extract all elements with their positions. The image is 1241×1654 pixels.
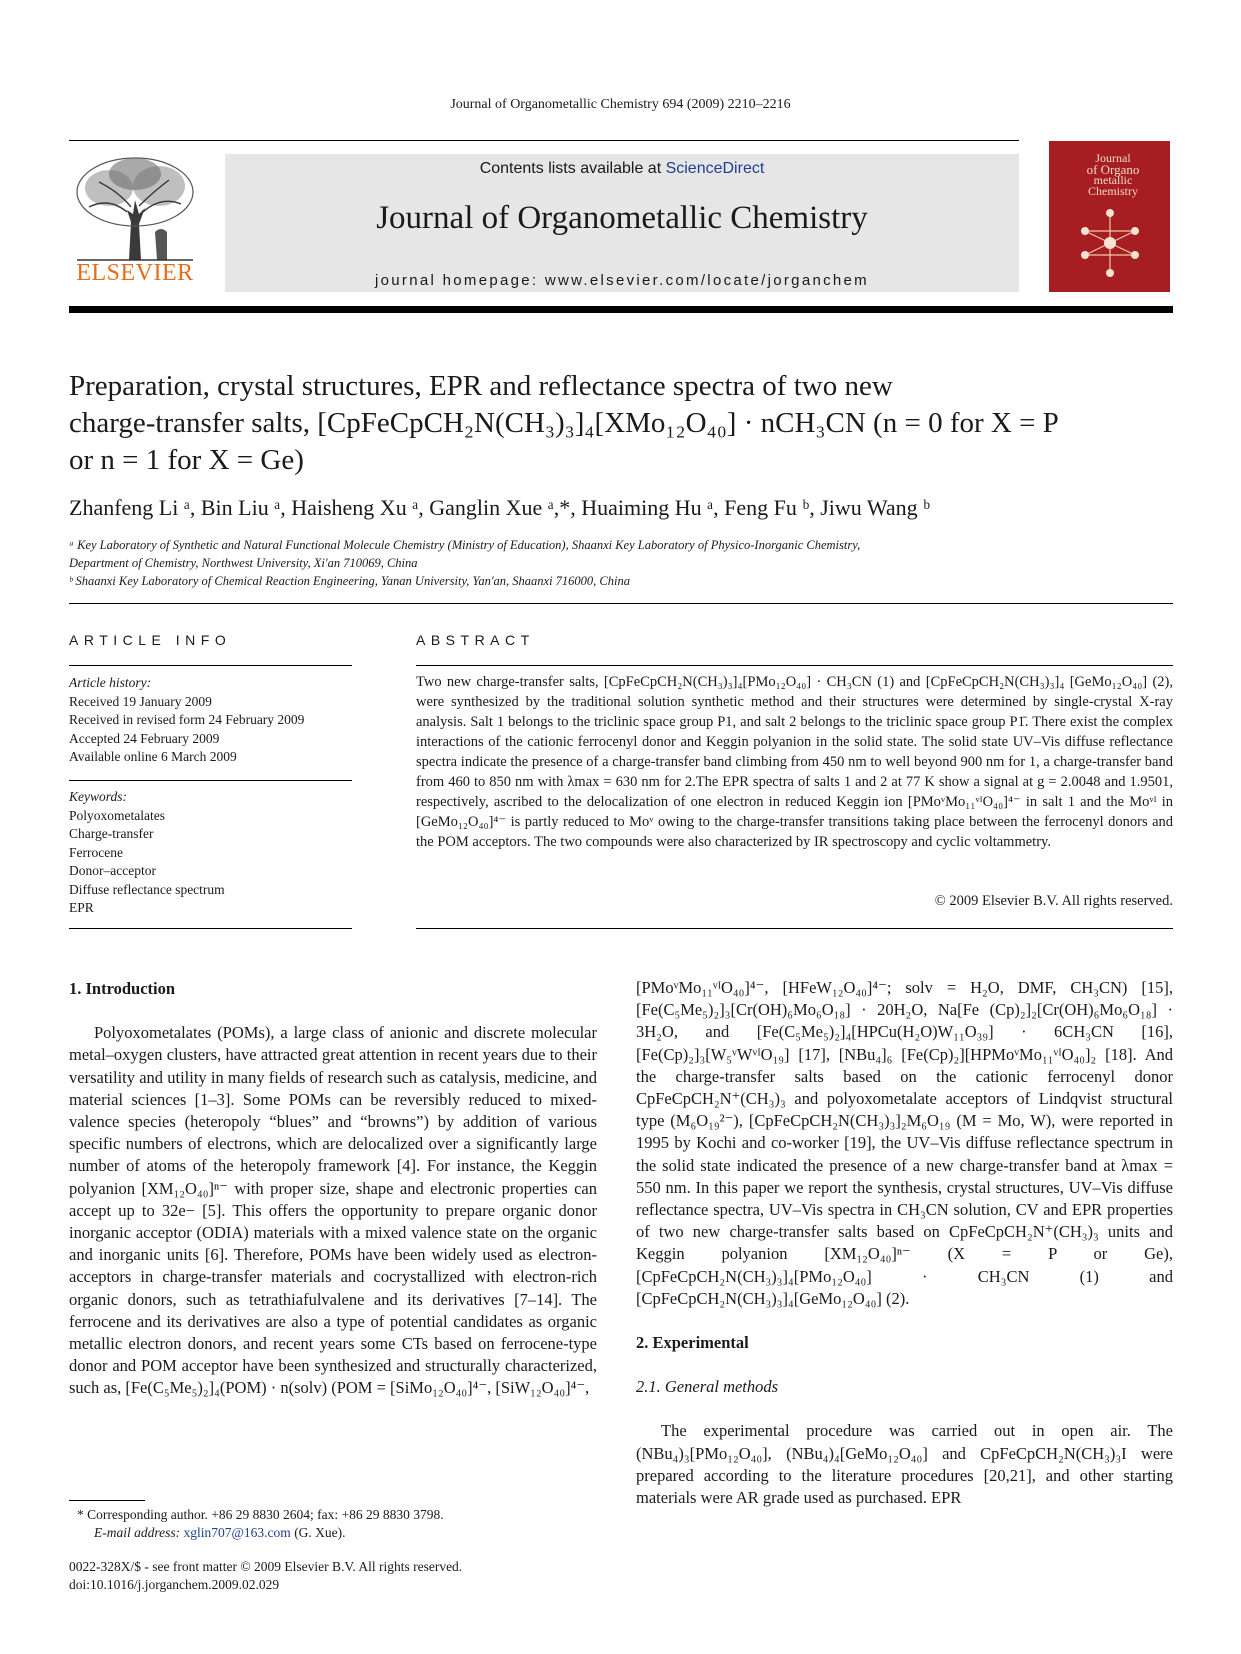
cover-title-line: Journal: [1095, 151, 1131, 165]
doi-line: doi:10.1016/j.jorganchem.2009.02.029: [69, 1577, 280, 1592]
cover-title: [1063, 153, 1163, 197]
article-info-heading: ARTICLE INFO: [69, 632, 232, 648]
history-received: Received 19 January 2009: [69, 693, 212, 709]
article-info-rule: [69, 928, 352, 929]
article-info-rule: [69, 780, 352, 781]
journal-title: Journal of Organometallic Chemistry: [376, 200, 868, 236]
article-title: [69, 368, 1179, 479]
history-online: Available online 6 March 2009: [69, 749, 237, 764]
abstract-copyright: © 2009 Elsevier B.V. All rights reserved.: [934, 893, 1173, 909]
subsection-heading-general-methods: 2.1. General methods: [636, 1377, 779, 1397]
keyword-item: Diffuse reflectance spectrum: [69, 881, 225, 897]
abstract-heading: ABSTRACT: [416, 632, 535, 648]
cover-title-line: of Organo: [1086, 162, 1140, 177]
title-line-3: or n = 1 for X = Ge): [69, 444, 304, 476]
journal-cover-image: [1049, 141, 1170, 292]
abstract-rule: [416, 665, 1173, 666]
affiliations: [69, 536, 1179, 590]
title-line-2: charge-transfer salts, [CpFeCpCH₂N(CH₃)₃]₄[XMo₁₂O₄₀] · nCH₃CN (n = 0 for X = P: [69, 407, 1059, 439]
journal-homepage: journal homepage: www.elsevier.com/locate/jorganchem: [375, 272, 869, 289]
affiliation-a-line-2: Department of Chemistry, Northwest University, Xi'an 710069, China: [69, 556, 418, 570]
cover-title-line: metallic: [1093, 173, 1133, 187]
abstract-rule: [416, 928, 1173, 929]
email-label: E-mail address:: [94, 1525, 184, 1540]
email-suffix: (G. Xue).: [290, 1525, 346, 1540]
keyword-item: Polyoxometalates: [69, 807, 165, 823]
contents-line: [225, 160, 1019, 178]
section-heading-introduction: 1. Introduction: [69, 979, 176, 998]
journal-reference: Journal of Organometallic Chemistry 694 (2009) 2210–2216: [450, 97, 791, 112]
cover-molecule-icon: [1071, 203, 1149, 283]
keywords-label: Keywords:: [69, 789, 127, 804]
introduction-paragraph: Polyoxometalates (POMs), a large class of anionic and discrete molecular metal–oxygen clusters, have attracted great attention in recent years due to their versatility and utility in many fields of research such as catalysis, medicine, and material sciences [1–3]. Some POMs can be reversibly reduced to mixed-valence species (heteropoly “blues” and “browns”) by addition of various specific numbers of electrons, which are delocalized over a significantly large number of atoms of the heteropoly framework [4]. For instance, the Keggin polyanion [XM₁₂O₄₀]ⁿ⁻ with proper size, shape and electronic properties can accept up to 32e− [5]. This offers the opportunity to prepare organic donor inorganic acceptor (ODIA) materials with a mixed valence state on the organic and inorganic units [6]. Therefore, POMs have been widely used as electron-acceptors in charge-transfer materials and cocrystallized with electron-rich organic donors, such as tetrathiafulvalene and its derivatives [7–14]. The ferrocene and its derivatives are also a type of potential candidates as organic metallic electron donors, and recent years some CTs based on ferrocene-type donor and POM acceptor have been synthesized and structurally characterized, such as, [Fe(C₅Me₅)₂]₄(POM) · n(solv) (POM = [SiMo₁₂O₄₀]⁴⁻, [SiW₁₂O₄₀]⁴⁻,: [69, 1023, 597, 1398]
affiliation-a-line-1: ᵃ Key Laboratory of Synthetic and Natural Functional Molecule Chemistry (Ministry of Education), Shaanxi Key Laboratory of Physico-Inorganic Chemistry,: [69, 538, 861, 552]
keywords: [69, 788, 352, 918]
footnote-rule: [69, 1500, 145, 1501]
keyword-item: Donor–acceptor: [69, 863, 156, 878]
keyword-item: Ferrocene: [69, 844, 123, 860]
history-label: Article history:: [69, 675, 152, 690]
affiliation-b: ᵇ Shaanxi Key Laboratory of Chemical Reaction Engineering, Yanan University, Yan'an, Shaanxi 716000, China: [69, 574, 630, 588]
section-heading-experimental: 2. Experimental: [636, 1333, 749, 1353]
keyword-item: EPR: [69, 900, 94, 915]
keyword-item: Charge-transfer: [69, 826, 154, 841]
corresponding-author-footnote: [69, 1506, 609, 1542]
header-thick-rule: [69, 306, 1173, 313]
cover-title-line: Chemistry: [1088, 184, 1138, 198]
journal-banner: [225, 154, 1019, 292]
affiliation-rule: [69, 603, 1173, 604]
article-info-rule: [69, 665, 352, 666]
email-link[interactable]: xglin707@163.com: [183, 1525, 291, 1540]
history-revised: Received in revised form 24 February 2009: [69, 712, 305, 727]
issn-line: 0022-328X/$ - see front matter © 2009 Elsevier B.V. All rights reserved.: [69, 1559, 463, 1574]
elsevier-logo: [69, 152, 201, 297]
email-line: [69, 1524, 609, 1542]
history-accepted: Accepted 24 February 2009: [69, 730, 220, 746]
experimental-paragraph: The experimental procedure was carried out in open air. The (NBu₄)₃[PMo₁₂O₄₀], (NBu₄)₄[GeMo₁₂O₄₀] and CpFeCpCH₂N(CH₃)₃I were prepared according to the literature procedures [20,21], and other starting materials were AR grade used as purchased. EPR: [636, 1421, 1173, 1508]
abstract-text: Two new charge-transfer salts, [CpFeCpCH₂N(CH₃)₃]₄[PMo₁₂O₄₀] · CH₃CN (1) and [CpFeCpCH₂N(CH₃)₃]₄ [GeMo₁₂O₄₀] (2), were synthesized by the traditional solution synthetic method and their structures were determined by single-crystal X-ray analysis. Salt 1 belongs to the triclinic space group P1, and salt 2 belongs to the triclinic space group P1̄. There exist the complex interactions of the cationic ferrocenyl donor and Keggin polyanion in the solid state. The solid state UV–Vis diffuse reflectance spectra indicate the presence of a charge-transfer band climbing from 450 nm to well beyond 900 nm for 1, a charge-transfer band from 460 to 850 nm with λmax = 630 nm for 2.The EPR spectra of salts 1 and 2 at 77 K show a signal at g = 2.0048 and 1.9501, respectively, ascribed to the delocalization of one electron in reduced Keggin ion [PMoᵛMo₁₁ᵛᴵO₄₀]⁴⁻ in salt 1 and the Moᵛᴵ in [GeMo₁₂O₄₀]⁴⁻ is partly reduced to Moᵛ owing to the charge-transfer transitions taking place between the ferrocenyl donors and the POM acceptors. The two compounds were also characterized by IR spectroscopy and cyclic voltammetry.: [416, 674, 1173, 850]
title-line-1: Preparation, crystal structures, EPR and reflectance spectra of two new: [69, 370, 893, 402]
author-list: Zhanfeng Li ᵃ, Bin Liu ᵃ, Haisheng Xu ᵃ, Ganglin Xue ᵃ,*, Huaiming Hu ᵃ, Feng Fu ᵇ, Jiwu Wang ᵇ: [69, 495, 930, 520]
introduction-paragraph-continued: [PMoᵛMo₁₁ᵛᴵO₄₀]⁴⁻, [HFeW₁₂O₄₀]⁴⁻; solv = H₂O, DMF, CH₃CN) [15], [Fe(C₅Me₅)₂]₃[Cr(OH)₆Mo₆O₁₈] · 20H₂O, Na[Fe (Cp)₂]₂[Cr(OH)₆Mo₆O₁₈] · 3H₂O, and [Fe(C₅Me₅)₂]₄[HPCu(H₂O)W₁₁O₃₉] · 6CH₃CN [16], [Fe(Cp)₂]₃[W₅ᵛWᵛᴵO₁₉] [17], [NBu₄]₆ [Fe(Cp)₂][HPMoᵛMo₁₁ᵛᴵO₄₀]₂ [18]. And the charge-transfer salts based on the cationic ferrocenyl donor CpFeCpCH₂N⁺(CH₃)₃ and polyoxometalate acceptors of Lindqvist structural type (M₆O₁₉²⁻), [CpFeCpCH₂N(CH₃)₃]₂M₆O₁₉ (M = Mo, W), were reported in 1995 by Kochi and co-worker [19], the UV–Vis diffuse reflectance spectrum in the solid state indicated the presence of a new charge-transfer band at λmax = 550 nm. In this paper we report the synthesis, crystal structures, UV–Vis diffuse reflectance spectra, UV–Vis spectra in CH₃CN solution, CV and EPR properties of two new charge-transfer salts based on CpFeCpCH₂N⁺(CH₃)₃ units and Keggin polyanion [XM₁₂O₄₀]ⁿ⁻ (X = P or Ge), [CpFeCpCH₂N(CH₃)₃]₄[PMo₁₂O₄₀] · CH₃CN (1) and [CpFeCpCH₂N(CH₃)₃]₄[GeMo₁₂O₄₀] (2).: [636, 978, 1173, 1308]
sciencedirect-link[interactable]: ScienceDirect: [665, 160, 765, 177]
body-column-left: [69, 978, 597, 1400]
body-column-right: [636, 977, 1173, 1509]
publisher-wordmark: ELSEVIER: [76, 260, 194, 286]
issn-doi-block: [69, 1558, 609, 1594]
corresponding-author-line: * Corresponding author. +86 29 8830 2604; fax: +86 29 8830 3798.: [77, 1507, 444, 1522]
header-rule: [69, 140, 1019, 141]
contents-prefix: Contents lists available at: [479, 160, 666, 177]
article-history: [69, 674, 352, 767]
